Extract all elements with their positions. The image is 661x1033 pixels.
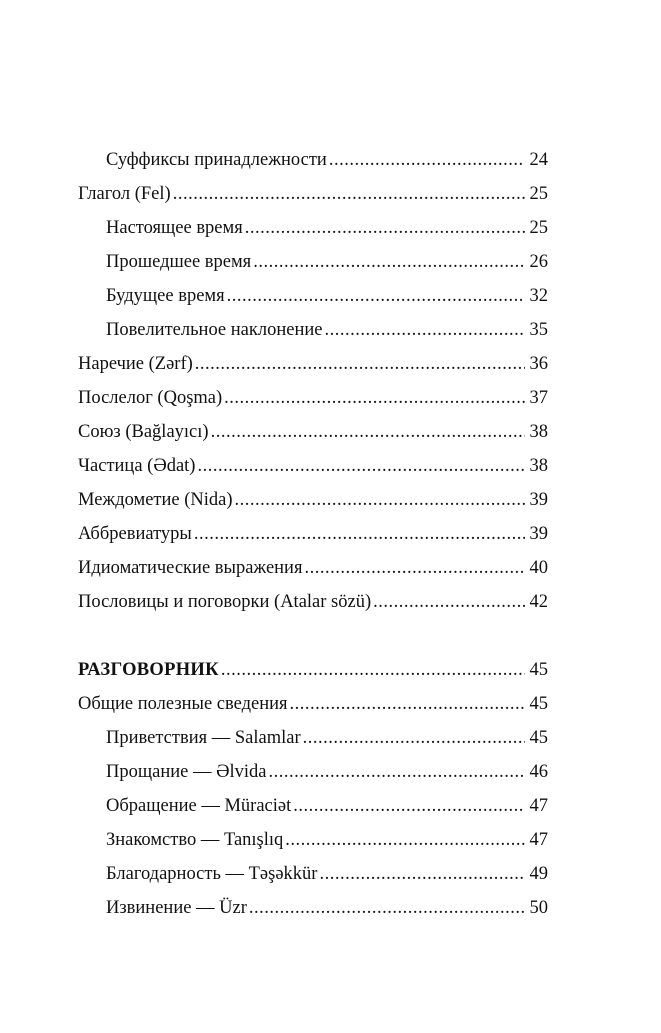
toc-entry-title: Обращение — Müraciət	[106, 796, 292, 816]
toc-entry-page: 39	[529, 524, 548, 544]
toc-entry-page: 45	[529, 694, 548, 714]
dot-leader	[235, 488, 525, 512]
dot-leader	[268, 760, 525, 784]
toc-entry-title: Будущее время	[106, 286, 225, 306]
toc-entry-general-info	[78, 692, 548, 716]
toc-entry-title: Прощание — Əlvida	[106, 762, 267, 782]
toc-entry-title: Частица (Ədat)	[78, 456, 196, 476]
dot-leader	[249, 896, 525, 920]
toc-entry-page: 38	[529, 422, 548, 442]
toc-entry-page: 46	[529, 762, 548, 782]
toc-entry-page: 37	[529, 388, 548, 408]
toc-entry-page: 40	[529, 558, 548, 578]
toc-entry-title: Глагол (Fel)	[78, 184, 171, 204]
dot-leader	[221, 658, 525, 682]
toc-entry-acquaintance	[106, 828, 548, 852]
toc-entry-page: 47	[529, 830, 548, 850]
toc-entry-page: 38	[529, 456, 548, 476]
toc-entry-addressing	[106, 794, 548, 818]
toc-entry-title: Пословицы и поговорки (Atalar sözü)	[78, 592, 372, 612]
dot-leader	[319, 862, 525, 886]
dot-leader	[195, 352, 525, 376]
toc-entry-page: 35	[529, 320, 548, 340]
toc-entry-title: Знакомство — Tanışlıq	[106, 830, 284, 850]
toc-entry-idioms	[78, 556, 548, 580]
dot-leader	[194, 522, 525, 546]
dot-leader	[304, 556, 525, 580]
toc-entry-page: 39	[529, 490, 548, 510]
toc-section-phrasebook	[78, 658, 548, 682]
toc-entry-imperative-mood	[106, 318, 548, 342]
toc-entry-particle	[78, 454, 548, 478]
toc-entry-present-tense	[106, 216, 548, 240]
dot-leader	[224, 386, 525, 410]
toc-entry-possessive-suffixes	[106, 148, 548, 172]
toc-entry-title: Настоящее время	[106, 218, 243, 238]
toc-entry-page: 45	[529, 660, 548, 680]
toc-entry-page: 49	[529, 864, 548, 884]
toc-entry-title: Прошедшее время	[106, 252, 252, 272]
dot-leader	[285, 828, 525, 852]
toc-entry-page: 47	[529, 796, 548, 816]
toc-entry-proverbs	[78, 590, 548, 614]
toc-entry-title: Извинение — Üzr	[106, 898, 247, 918]
toc-entry-verb	[78, 182, 548, 206]
toc-entry-title: Междометие (Nida)	[78, 490, 233, 510]
toc-entry-page: 25	[529, 184, 548, 204]
dot-leader	[173, 182, 525, 206]
dot-leader	[373, 590, 525, 614]
toc-entry-page: 24	[529, 150, 548, 170]
toc-entry-title: Повелительное наклонение	[106, 320, 323, 340]
toc-entry-apology	[106, 896, 548, 920]
toc-entry-page: 32	[529, 286, 548, 306]
toc-entry-page: 45	[529, 728, 548, 748]
dot-leader	[197, 454, 525, 478]
toc-entry-title: Союз (Bağlayıcı)	[78, 422, 209, 442]
toc-entry-past-tense	[106, 250, 548, 274]
toc-entry-postposition	[78, 386, 548, 410]
toc-entry-page: 26	[529, 252, 548, 272]
dot-leader	[211, 420, 525, 444]
dot-leader	[293, 794, 525, 818]
toc-entry-future-tense	[106, 284, 548, 308]
toc-entry-title: Аббревиатуры	[78, 524, 192, 544]
toc-entry-title: Идиоматические выражения	[78, 558, 303, 578]
toc-entry-title: Благодарность — Təşəkkür	[106, 864, 318, 884]
toc-entry-interjection	[78, 488, 548, 512]
toc-entry-gratitude	[106, 862, 548, 886]
dot-leader	[227, 284, 525, 308]
dot-leader	[303, 726, 525, 750]
toc-entry-greetings	[106, 726, 548, 750]
toc-entry-farewell	[106, 760, 548, 784]
toc-entry-adverb	[78, 352, 548, 376]
toc-entry-title: Суффиксы принадлежности	[106, 150, 327, 170]
toc-entry-page: 36	[529, 354, 548, 374]
toc-entry-title: Приветствия — Salamlar	[106, 728, 301, 748]
toc-entry-page: 25	[529, 218, 548, 238]
toc-entry-page: 42	[529, 592, 548, 612]
toc-entry-title: Общие полезные сведения	[78, 694, 288, 714]
dot-leader	[253, 250, 525, 274]
toc-entry-conjunction	[78, 420, 548, 444]
dot-leader	[324, 318, 525, 342]
toc-entry-abbreviations	[78, 522, 548, 546]
dot-leader	[245, 216, 525, 240]
toc-section-title: РАЗГОВОРНИК	[78, 660, 219, 680]
toc-entry-title: Послелог (Qoşma)	[78, 388, 223, 408]
toc-entry-title: Наречие (Zərf)	[78, 354, 193, 374]
dot-leader	[329, 148, 525, 172]
toc-entry-page: 50	[529, 898, 548, 918]
dot-leader	[290, 692, 525, 716]
